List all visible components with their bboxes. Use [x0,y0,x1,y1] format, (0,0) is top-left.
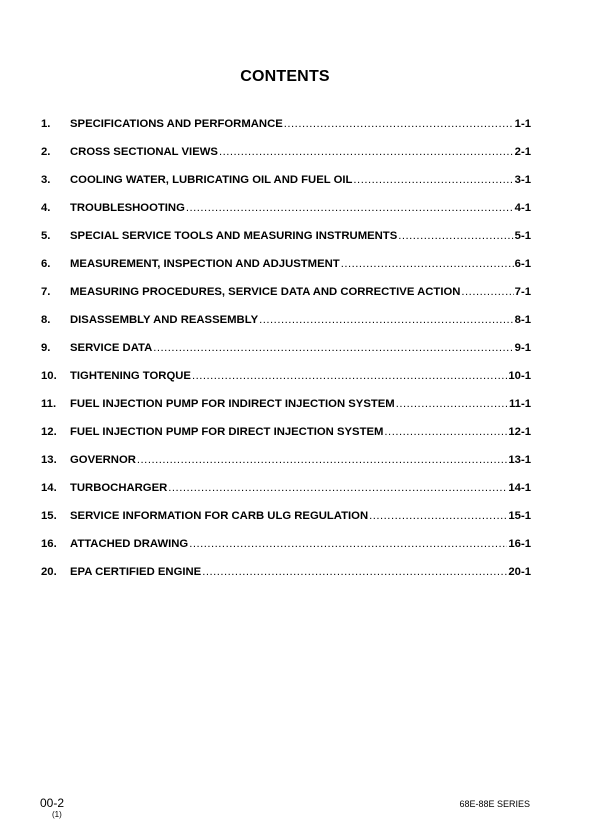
toc-entry[interactable] [41,174,531,202]
dot-leader [369,510,507,522]
toc-entry-number: 7. [41,286,51,298]
toc-entry-number: 1. [41,118,51,130]
dot-leader [192,370,507,382]
toc-entry-number: 15. [41,510,57,522]
toc-entry-number: 5. [41,230,51,242]
toc-entry-page: 4-1 [514,202,531,214]
toc-entry-page: 3-1 [514,174,531,186]
toc-entry-page: 1-1 [514,118,531,130]
dot-leader [259,314,514,326]
toc-entry-page: 6-1 [514,258,531,270]
toc-entry-label: GOVERNOR [70,454,136,466]
dot-leader [341,258,514,270]
toc-entry-label: FUEL INJECTION PUMP FOR DIRECT INJECTION SYSTEM [70,426,384,438]
toc-entry-number: 4. [41,202,51,214]
toc-entry-number: 3. [41,174,51,186]
toc-entry-page: 20-1 [508,566,531,578]
page-title: CONTENTS [240,68,330,85]
toc-entry-label: TIGHTENING TORQUE [70,370,191,382]
toc-entry-page: 7-1 [514,286,531,298]
toc-entry-number: 16. [41,538,57,550]
toc-entry-number: 6. [41,258,51,270]
dot-leader [189,538,507,550]
dot-leader [219,146,514,158]
toc-entry-number: 2. [41,146,51,158]
toc-entry[interactable] [41,482,531,510]
toc-entry-page: 16-1 [508,538,531,550]
toc-entry[interactable] [41,342,531,370]
toc-entry-label: MEASURING PROCEDURES, SERVICE DATA AND CORRECTIVE ACTION [70,286,461,298]
toc-entry-number: 20. [41,566,57,578]
toc-entry-page: 12-1 [508,426,531,438]
dot-leader [153,342,513,354]
toc-entry-page: 15-1 [508,510,531,522]
dot-leader [186,202,514,214]
toc-entry-number: 9. [41,342,51,354]
dot-leader [202,566,507,578]
toc-entry-label: TURBOCHARGER [70,482,168,494]
toc-entry-page: 2-1 [514,146,531,158]
toc-entry-label: DISASSEMBLY AND REASSEMBLY [70,314,259,326]
toc-entry[interactable] [41,314,531,342]
toc-entry-label: ATTACHED DRAWING [70,538,189,550]
dot-leader [461,286,513,298]
toc-entry-label: EPA CERTIFIED ENGINE [70,566,202,578]
toc-entry[interactable] [41,370,531,398]
toc-entry-page: 9-1 [514,342,531,354]
toc-entry-page: 13-1 [508,454,531,466]
toc-entry-label: SPECIAL SERVICE TOOLS AND MEASURING INSTRUMENTS [70,230,398,242]
toc-entry[interactable] [41,258,531,286]
footer-series: 68E-88E SERIES [459,799,530,809]
toc-entry-label: SERVICE DATA [70,342,153,354]
dot-leader [137,454,507,466]
toc-entry[interactable] [41,510,531,538]
toc-entry[interactable] [41,286,531,314]
table-of-contents [41,118,531,594]
toc-entry[interactable] [41,426,531,454]
toc-entry-page: 14-1 [508,482,531,494]
toc-entry-number: 10. [41,370,57,382]
toc-entry-page: 11-1 [509,398,531,410]
dot-leader [396,398,508,410]
toc-entry-label: FUEL INJECTION PUMP FOR INDIRECT INJECTION SYSTEM [70,398,395,410]
dot-leader [353,174,513,186]
toc-entry-number: 14. [41,482,57,494]
toc-entry[interactable] [41,202,531,230]
toc-entry-label: COOLING WATER, LUBRICATING OIL AND FUEL OIL [70,174,353,186]
dot-leader [398,230,513,242]
dot-leader [168,482,507,494]
toc-entry-label: SPECIFICATIONS AND PERFORMANCE [70,118,283,130]
toc-entry-page: 10-1 [508,370,531,382]
toc-entry-number: 8. [41,314,51,326]
toc-entry-label: TROUBLESHOOTING [70,202,185,214]
toc-entry-page: 8-1 [514,314,531,326]
toc-entry-page: 5-1 [514,230,531,242]
toc-entry-label: CROSS SECTIONAL VIEWS [70,146,218,158]
toc-entry-number: 12. [41,426,57,438]
toc-entry-label: SERVICE INFORMATION FOR CARB ULG REGULATION [70,510,369,522]
toc-entry-number: 13. [41,454,57,466]
toc-entry[interactable] [41,454,531,482]
toc-entry-number: 11. [41,398,57,410]
toc-entry-label: MEASUREMENT, INSPECTION AND ADJUSTMENT [70,258,340,270]
toc-entry[interactable] [41,566,531,594]
dot-leader [284,118,514,130]
toc-entry[interactable] [41,398,531,426]
dot-leader [384,426,507,438]
footer-revision: (1) [52,810,62,819]
toc-entry[interactable] [41,118,531,146]
toc-entry[interactable] [41,538,531,566]
toc-entry[interactable] [41,146,531,174]
footer-page-number: 00-2 [40,796,65,810]
toc-entry[interactable] [41,230,531,258]
